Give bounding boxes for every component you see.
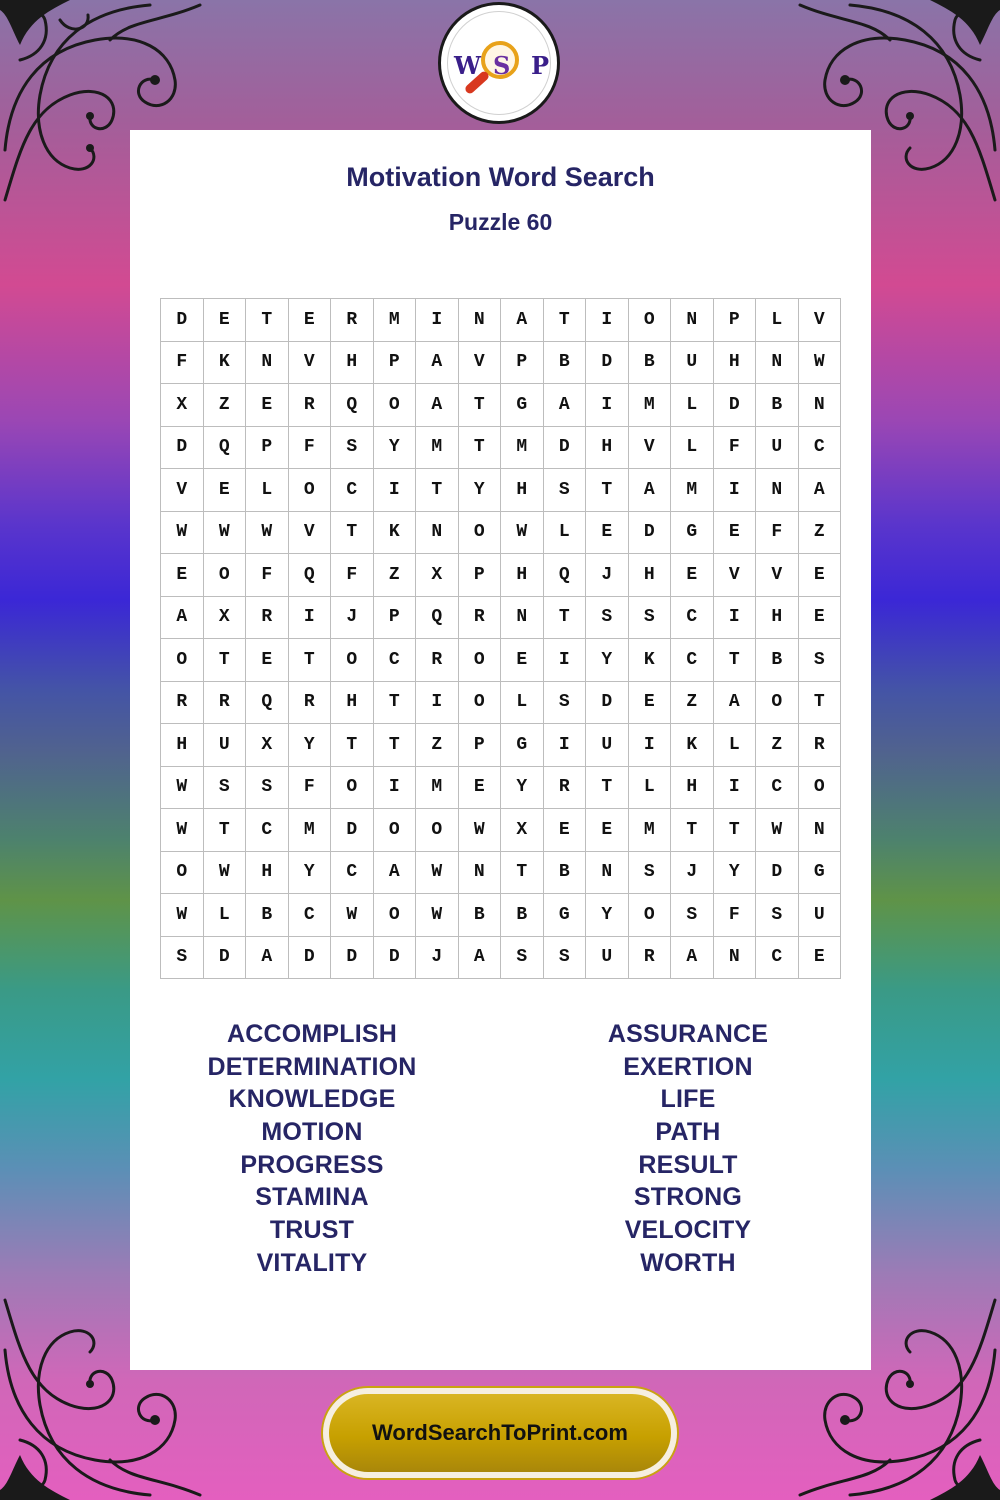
grid-cell: I bbox=[416, 682, 459, 725]
grid-cell: I bbox=[544, 639, 587, 682]
grid-cell: C bbox=[246, 809, 289, 852]
grid-cell: B bbox=[756, 384, 799, 427]
grid-cell: B bbox=[246, 894, 289, 937]
grid-cell: E bbox=[246, 384, 289, 427]
grid-cell: P bbox=[501, 342, 544, 385]
grid-cell: W bbox=[416, 894, 459, 937]
grid-cell: L bbox=[629, 767, 672, 810]
grid-cell: A bbox=[544, 384, 587, 427]
grid-cell: O bbox=[629, 299, 672, 342]
grid-cell: P bbox=[246, 427, 289, 470]
grid-cell: V bbox=[459, 342, 502, 385]
logo-letter-w: W bbox=[454, 51, 481, 80]
grid-cell: C bbox=[331, 469, 374, 512]
grid-cell: O bbox=[459, 639, 502, 682]
grid-cell: D bbox=[756, 852, 799, 895]
grid-cell: Q bbox=[246, 682, 289, 725]
grid-cell: A bbox=[501, 299, 544, 342]
grid-cell: W bbox=[204, 852, 247, 895]
grid-cell: L bbox=[671, 384, 714, 427]
grid-cell: T bbox=[374, 682, 417, 725]
grid-cell: X bbox=[246, 724, 289, 767]
grid-cell: E bbox=[544, 809, 587, 852]
grid-cell: T bbox=[671, 809, 714, 852]
grid-cell: A bbox=[246, 937, 289, 980]
grid-cell: J bbox=[331, 597, 374, 640]
grid-cell: R bbox=[204, 682, 247, 725]
grid-cell: D bbox=[331, 809, 374, 852]
grid-cell: O bbox=[459, 682, 502, 725]
grid-cell: T bbox=[204, 809, 247, 852]
grid-cell: R bbox=[544, 767, 587, 810]
grid-cell: T bbox=[714, 809, 757, 852]
grid-cell: I bbox=[586, 384, 629, 427]
grid-cell: S bbox=[501, 937, 544, 980]
grid-cell: T bbox=[501, 852, 544, 895]
grid-cell: H bbox=[501, 469, 544, 512]
grid-cell: E bbox=[799, 554, 842, 597]
grid-cell: R bbox=[459, 597, 502, 640]
grid-cell: A bbox=[416, 384, 459, 427]
grid-cell: S bbox=[544, 937, 587, 980]
grid-cell: I bbox=[629, 724, 672, 767]
grid-cell: K bbox=[204, 342, 247, 385]
grid-cell: T bbox=[289, 639, 332, 682]
grid-cell: F bbox=[289, 427, 332, 470]
grid-cell: S bbox=[544, 682, 587, 725]
grid-cell: N bbox=[246, 342, 289, 385]
grid-cell: E bbox=[586, 512, 629, 555]
grid-cell: L bbox=[756, 299, 799, 342]
grid-cell: Q bbox=[204, 427, 247, 470]
grid-cell: P bbox=[374, 597, 417, 640]
grid-cell: L bbox=[671, 427, 714, 470]
grid-cell: W bbox=[246, 512, 289, 555]
grid-cell: T bbox=[714, 639, 757, 682]
grid-cell: D bbox=[714, 384, 757, 427]
grid-cell: C bbox=[671, 597, 714, 640]
grid-cell: V bbox=[161, 469, 204, 512]
grid-cell: F bbox=[331, 554, 374, 597]
grid-cell: A bbox=[161, 597, 204, 640]
grid-cell: S bbox=[671, 894, 714, 937]
logo-letter-p: P bbox=[531, 51, 550, 80]
grid-cell: W bbox=[331, 894, 374, 937]
word-list-item: VITALITY bbox=[256, 1248, 368, 1277]
grid-cell: L bbox=[544, 512, 587, 555]
grid-cell: D bbox=[161, 427, 204, 470]
grid-cell: P bbox=[459, 724, 502, 767]
grid-cell: L bbox=[204, 894, 247, 937]
grid-cell: L bbox=[501, 682, 544, 725]
word-list-item: KNOWLEDGE bbox=[228, 1085, 396, 1114]
grid-cell: Q bbox=[331, 384, 374, 427]
grid-cell: T bbox=[246, 299, 289, 342]
grid-cell: O bbox=[756, 682, 799, 725]
grid-cell: P bbox=[459, 554, 502, 597]
grid-cell: B bbox=[459, 894, 502, 937]
word-list-item: LIFE bbox=[660, 1085, 716, 1114]
grid-cell: Q bbox=[289, 554, 332, 597]
grid-cell: L bbox=[714, 724, 757, 767]
grid-cell: H bbox=[586, 427, 629, 470]
grid-cell: Y bbox=[714, 852, 757, 895]
grid-cell: R bbox=[629, 937, 672, 980]
grid-cell: A bbox=[629, 469, 672, 512]
grid-cell: E bbox=[501, 639, 544, 682]
grid-cell: O bbox=[289, 469, 332, 512]
grid-cell: D bbox=[161, 299, 204, 342]
grid-cell: T bbox=[331, 512, 374, 555]
grid-cell: M bbox=[416, 767, 459, 810]
puzzle-number: Puzzle 60 bbox=[448, 209, 553, 235]
grid-cell: U bbox=[204, 724, 247, 767]
word-list-left bbox=[147, 1018, 477, 1280]
grid-cell: S bbox=[586, 597, 629, 640]
grid-cell: W bbox=[161, 894, 204, 937]
grid-cell: T bbox=[544, 299, 587, 342]
grid-cell: E bbox=[204, 469, 247, 512]
grid-cell: Z bbox=[671, 682, 714, 725]
grid-cell: H bbox=[756, 597, 799, 640]
grid-cell: O bbox=[374, 384, 417, 427]
word-list-item: ACCOMPLISH bbox=[226, 1020, 398, 1048]
grid-cell: K bbox=[374, 512, 417, 555]
grid-cell: I bbox=[544, 724, 587, 767]
grid-cell: Z bbox=[416, 724, 459, 767]
grid-cell: D bbox=[204, 937, 247, 980]
grid-cell: S bbox=[544, 469, 587, 512]
grid-cell: N bbox=[586, 852, 629, 895]
grid-cell: L bbox=[246, 469, 289, 512]
grid-cell: B bbox=[544, 852, 587, 895]
grid-cell: C bbox=[374, 639, 417, 682]
grid-cell: A bbox=[459, 937, 502, 980]
grid-cell: D bbox=[544, 427, 587, 470]
grid-cell: C bbox=[289, 894, 332, 937]
grid-cell: D bbox=[586, 342, 629, 385]
grid-cell: S bbox=[629, 597, 672, 640]
grid-cell: D bbox=[629, 512, 672, 555]
grid-cell: R bbox=[331, 299, 374, 342]
word-list-item: DETERMINATION bbox=[207, 1052, 417, 1081]
word-list-item: STRONG bbox=[633, 1183, 743, 1212]
grid-cell: H bbox=[246, 852, 289, 895]
grid-cell: S bbox=[629, 852, 672, 895]
grid-cell: U bbox=[586, 937, 629, 980]
grid-cell: M bbox=[501, 427, 544, 470]
logo-letter-s: S bbox=[493, 51, 511, 80]
word-list-item: VELOCITY bbox=[624, 1216, 752, 1245]
grid-cell: M bbox=[374, 299, 417, 342]
grid-cell: U bbox=[671, 342, 714, 385]
grid-cell: Z bbox=[756, 724, 799, 767]
grid-cell: O bbox=[161, 852, 204, 895]
grid-cell: T bbox=[799, 682, 842, 725]
grid-cell: J bbox=[586, 554, 629, 597]
grid-cell: P bbox=[374, 342, 417, 385]
grid-cell: U bbox=[586, 724, 629, 767]
word-list-item: WORTH bbox=[640, 1248, 736, 1277]
grid-cell: J bbox=[416, 937, 459, 980]
grid-cell: W bbox=[756, 809, 799, 852]
grid-cell: R bbox=[416, 639, 459, 682]
grid-cell: D bbox=[331, 937, 374, 980]
word-list-item: TRUST bbox=[269, 1216, 355, 1245]
grid-cell: F bbox=[246, 554, 289, 597]
word-list-item: RESULT bbox=[638, 1150, 738, 1179]
grid-cell: N bbox=[459, 852, 502, 895]
grid-cell: Y bbox=[501, 767, 544, 810]
grid-cell: M bbox=[289, 809, 332, 852]
grid-cell: G bbox=[799, 852, 842, 895]
grid-cell: V bbox=[629, 427, 672, 470]
grid-cell: O bbox=[629, 894, 672, 937]
grid-cell: T bbox=[459, 427, 502, 470]
grid-cell: V bbox=[714, 554, 757, 597]
grid-cell: E bbox=[204, 299, 247, 342]
grid-cell: Y bbox=[586, 894, 629, 937]
grid-cell: Z bbox=[799, 512, 842, 555]
grid-cell: S bbox=[331, 427, 374, 470]
grid-cell: S bbox=[799, 639, 842, 682]
grid-cell: U bbox=[799, 894, 842, 937]
grid-cell: C bbox=[756, 767, 799, 810]
grid-cell: A bbox=[374, 852, 417, 895]
grid-cell: X bbox=[161, 384, 204, 427]
grid-cell: A bbox=[416, 342, 459, 385]
grid-cell: I bbox=[374, 767, 417, 810]
grid-cell: Y bbox=[289, 724, 332, 767]
grid-cell: I bbox=[586, 299, 629, 342]
grid-cell: D bbox=[586, 682, 629, 725]
grid-cell: N bbox=[501, 597, 544, 640]
grid-cell: N bbox=[799, 384, 842, 427]
grid-cell: I bbox=[416, 299, 459, 342]
grid-cell: M bbox=[416, 427, 459, 470]
word-list-item: ASSURANCE bbox=[607, 1020, 769, 1048]
grid-cell: H bbox=[629, 554, 672, 597]
grid-cell: A bbox=[799, 469, 842, 512]
grid-cell: T bbox=[544, 597, 587, 640]
grid-cell: B bbox=[501, 894, 544, 937]
grid-cell: N bbox=[459, 299, 502, 342]
grid-cell: E bbox=[799, 597, 842, 640]
grid-cell: A bbox=[714, 682, 757, 725]
letter-grid bbox=[160, 298, 841, 979]
grid-cell: Y bbox=[586, 639, 629, 682]
grid-cell: E bbox=[671, 554, 714, 597]
grid-cell: S bbox=[161, 937, 204, 980]
wsp-logo bbox=[438, 2, 560, 124]
grid-cell: M bbox=[629, 384, 672, 427]
grid-cell: Y bbox=[459, 469, 502, 512]
grid-cell: W bbox=[161, 809, 204, 852]
grid-cell: H bbox=[161, 724, 204, 767]
grid-cell: W bbox=[161, 512, 204, 555]
grid-cell: G bbox=[671, 512, 714, 555]
grid-cell: X bbox=[416, 554, 459, 597]
grid-cell: Y bbox=[374, 427, 417, 470]
grid-cell: R bbox=[246, 597, 289, 640]
grid-cell: Q bbox=[416, 597, 459, 640]
grid-cell: E bbox=[629, 682, 672, 725]
grid-cell: W bbox=[161, 767, 204, 810]
grid-cell: V bbox=[289, 342, 332, 385]
grid-cell: K bbox=[629, 639, 672, 682]
grid-cell: Q bbox=[544, 554, 587, 597]
grid-cell: E bbox=[161, 554, 204, 597]
grid-cell: O bbox=[799, 767, 842, 810]
grid-cell: I bbox=[714, 597, 757, 640]
website-button[interactable]: WordSearchToPrint.com bbox=[323, 1388, 677, 1478]
grid-cell: Y bbox=[289, 852, 332, 895]
grid-cell: B bbox=[544, 342, 587, 385]
grid-cell: G bbox=[544, 894, 587, 937]
grid-cell: C bbox=[331, 852, 374, 895]
grid-cell: O bbox=[331, 639, 374, 682]
grid-cell: T bbox=[459, 384, 502, 427]
grid-cell: O bbox=[416, 809, 459, 852]
grid-cell: R bbox=[289, 384, 332, 427]
grid-cell: N bbox=[714, 937, 757, 980]
grid-cell: F bbox=[756, 512, 799, 555]
grid-cell: R bbox=[799, 724, 842, 767]
word-list-item: PATH bbox=[655, 1118, 721, 1147]
word-list-item: PROGRESS bbox=[240, 1150, 384, 1179]
grid-cell: O bbox=[374, 809, 417, 852]
grid-cell: O bbox=[331, 767, 374, 810]
grid-cell: D bbox=[289, 937, 332, 980]
grid-cell: O bbox=[161, 639, 204, 682]
grid-cell: I bbox=[714, 469, 757, 512]
grid-cell: H bbox=[671, 767, 714, 810]
word-list-item: EXERTION bbox=[623, 1052, 753, 1081]
grid-cell: K bbox=[671, 724, 714, 767]
grid-cell: P bbox=[714, 299, 757, 342]
grid-cell: V bbox=[799, 299, 842, 342]
grid-cell: F bbox=[289, 767, 332, 810]
grid-cell: W bbox=[501, 512, 544, 555]
grid-cell: R bbox=[161, 682, 204, 725]
grid-cell: N bbox=[799, 809, 842, 852]
grid-cell: V bbox=[289, 512, 332, 555]
grid-cell: T bbox=[204, 639, 247, 682]
grid-cell: R bbox=[289, 682, 332, 725]
grid-cell: H bbox=[501, 554, 544, 597]
grid-cell: V bbox=[756, 554, 799, 597]
grid-cell: C bbox=[671, 639, 714, 682]
grid-cell: W bbox=[416, 852, 459, 895]
grid-cell: A bbox=[671, 937, 714, 980]
grid-cell: J bbox=[671, 852, 714, 895]
grid-cell: E bbox=[586, 809, 629, 852]
grid-cell: X bbox=[501, 809, 544, 852]
grid-cell: Z bbox=[204, 384, 247, 427]
grid-cell: N bbox=[671, 299, 714, 342]
grid-cell: D bbox=[374, 937, 417, 980]
grid-cell: T bbox=[586, 767, 629, 810]
grid-cell: I bbox=[374, 469, 417, 512]
grid-cell: N bbox=[756, 469, 799, 512]
grid-cell: I bbox=[714, 767, 757, 810]
grid-cell: O bbox=[374, 894, 417, 937]
grid-cell: H bbox=[331, 682, 374, 725]
grid-cell: T bbox=[331, 724, 374, 767]
grid-cell: E bbox=[459, 767, 502, 810]
grid-cell: B bbox=[629, 342, 672, 385]
grid-cell: I bbox=[289, 597, 332, 640]
grid-cell: C bbox=[756, 937, 799, 980]
grid-cell: T bbox=[586, 469, 629, 512]
grid-cell: N bbox=[756, 342, 799, 385]
grid-cell: T bbox=[416, 469, 459, 512]
grid-cell: Z bbox=[374, 554, 417, 597]
grid-cell: T bbox=[374, 724, 417, 767]
grid-cell: S bbox=[246, 767, 289, 810]
grid-cell: S bbox=[204, 767, 247, 810]
grid-cell: X bbox=[204, 597, 247, 640]
grid-cell: G bbox=[501, 384, 544, 427]
grid-cell: F bbox=[161, 342, 204, 385]
grid-cell: M bbox=[629, 809, 672, 852]
grid-cell: W bbox=[204, 512, 247, 555]
grid-cell: B bbox=[756, 639, 799, 682]
grid-cell: H bbox=[331, 342, 374, 385]
grid-cell: O bbox=[204, 554, 247, 597]
grid-cell: S bbox=[756, 894, 799, 937]
grid-cell: F bbox=[714, 427, 757, 470]
grid-cell: E bbox=[289, 299, 332, 342]
grid-cell: W bbox=[459, 809, 502, 852]
grid-cell: M bbox=[671, 469, 714, 512]
word-list-item: STAMINA bbox=[255, 1183, 369, 1212]
grid-cell: E bbox=[799, 937, 842, 980]
grid-cell: N bbox=[416, 512, 459, 555]
grid-cell: C bbox=[799, 427, 842, 470]
grid-cell: O bbox=[459, 512, 502, 555]
word-list-right bbox=[523, 1018, 853, 1280]
grid-cell: E bbox=[246, 639, 289, 682]
grid-cell: U bbox=[756, 427, 799, 470]
grid-cell: F bbox=[714, 894, 757, 937]
word-list-item: MOTION bbox=[261, 1118, 363, 1147]
grid-cell: H bbox=[714, 342, 757, 385]
grid-cell: G bbox=[501, 724, 544, 767]
grid-cell: E bbox=[714, 512, 757, 555]
page-title: Motivation Word Search bbox=[346, 162, 655, 192]
grid-cell: W bbox=[799, 342, 842, 385]
